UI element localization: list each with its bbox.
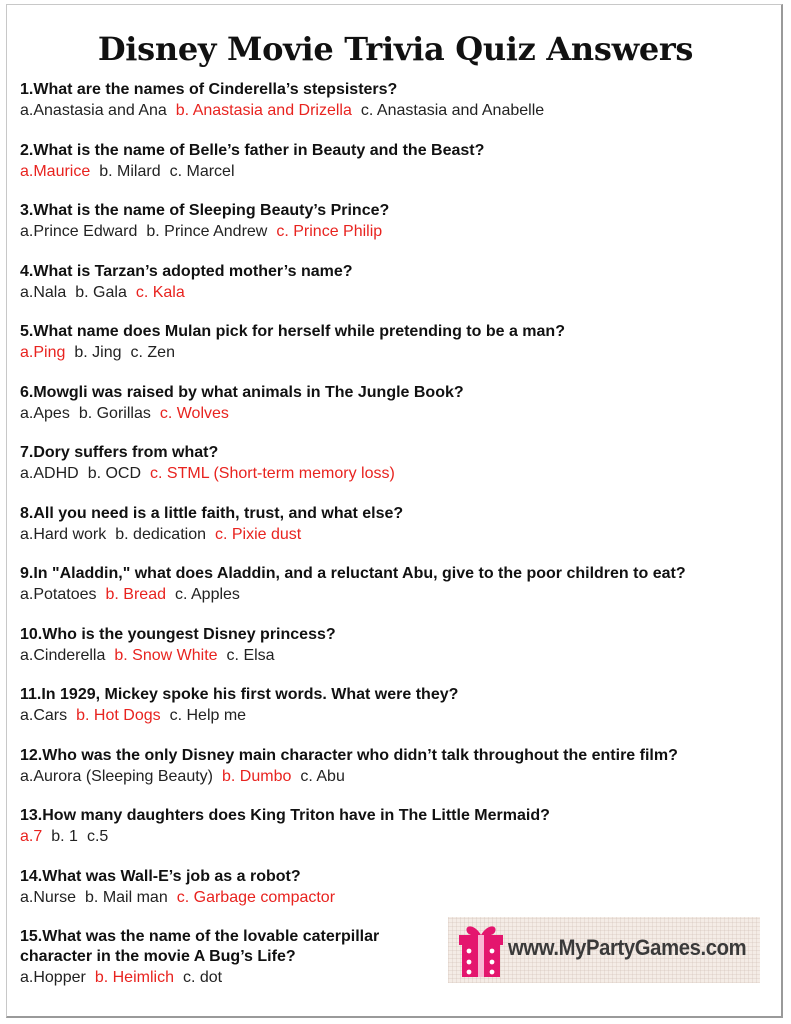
question-text: 6.Mowgli was raised by what animals in The Jungle Book? — [20, 384, 464, 401]
answer-option: a.Aurora (Sleeping Beauty) — [20, 768, 213, 785]
question-text: 4.What is Tarzan’s adopted mother’s name? — [20, 263, 353, 280]
correct-answer: a.7 — [20, 828, 43, 845]
answer-options — [20, 766, 780, 788]
answer-options — [20, 524, 780, 546]
question-block — [20, 141, 780, 183]
question-block — [20, 746, 780, 788]
answer-options — [20, 282, 780, 304]
question-block — [20, 564, 780, 606]
answer-options — [20, 463, 780, 485]
answer-option: b. Prince Andrew — [146, 223, 268, 240]
answer-option: a.Nala — [20, 284, 67, 301]
answer-option: a.Hopper — [20, 969, 86, 986]
correct-answer: a.Maurice — [20, 163, 91, 180]
answer-option: b. OCD — [87, 465, 142, 482]
answer-options — [20, 100, 780, 122]
answer-option: a.Nurse — [20, 889, 77, 906]
answer-option: c. Abu — [300, 768, 345, 785]
question-text: 5.What name does Mulan pick for herself while pretending to be a man? — [20, 323, 565, 340]
answer-options — [20, 221, 780, 243]
answer-option: a.Hard work — [20, 526, 107, 543]
correct-answer: b. Snow White — [114, 647, 218, 664]
question-text: 13.How many daughters does King Triton have in The Little Mermaid? — [20, 807, 550, 824]
answer-options — [20, 645, 780, 667]
question-text: 3.What is the name of Sleeping Beauty’s Prince? — [20, 202, 390, 219]
question-block — [20, 322, 780, 364]
answer-options — [20, 705, 780, 727]
correct-answer: b. Bread — [105, 586, 166, 603]
gift-icon — [456, 921, 506, 979]
answer-option: b. 1 — [51, 828, 78, 845]
question-block — [20, 201, 780, 243]
question-text: 8.All you need is a little faith, trust, and what else? — [20, 505, 404, 522]
answer-option: b. Gala — [75, 284, 127, 301]
answer-option: a.Apes — [20, 405, 70, 422]
answer-option: a.Anastasia and Ana — [20, 102, 167, 119]
question-block — [20, 443, 780, 485]
question-block — [20, 80, 780, 122]
answer-option: c. Apples — [174, 586, 240, 603]
question-block — [20, 806, 780, 848]
correct-answer: a.Ping — [20, 344, 66, 361]
answer-options — [20, 403, 780, 425]
question-text: 1.What are the names of Cinderella’s stepsisters? — [20, 81, 398, 98]
question-text: 12.Who was the only Disney main character who didn’t talk throughout the entire film? — [20, 747, 678, 764]
question-text: 14.What was Wall-E’s job as a robot? — [20, 868, 301, 885]
correct-answer: c. Prince Philip — [276, 223, 383, 240]
answer-option: a.ADHD — [20, 465, 79, 482]
correct-answer: c. Garbage compactor — [176, 889, 336, 906]
correct-answer: c. Pixie dust — [214, 526, 302, 543]
question-text: 11.In 1929, Mickey spoke his first words. What were they? — [20, 686, 459, 703]
correct-answer: c. Kala — [135, 284, 185, 301]
answer-option: b. Jing — [74, 344, 122, 361]
answer-option: b. Milard — [99, 163, 161, 180]
correct-answer: b. Dumbo — [222, 768, 292, 785]
website-banner — [448, 917, 760, 983]
answer-option: a.Cinderella — [20, 647, 106, 664]
correct-answer: b. Hot Dogs — [76, 707, 161, 724]
answer-options — [20, 161, 780, 183]
question-block — [20, 685, 780, 727]
correct-answer: b. Anastasia and Drizella — [175, 102, 352, 119]
correct-answer: b. Heimlich — [94, 969, 174, 986]
question-block — [20, 625, 780, 667]
answer-options — [20, 887, 780, 909]
answer-option: c. Anastasia and Anabelle — [360, 102, 545, 119]
page-title: Disney Movie Trivia Quiz Answers — [97, 30, 694, 68]
answer-option: a.Prince Edward — [20, 223, 138, 240]
correct-answer: c. Wolves — [159, 405, 229, 422]
answer-option: a.Cars — [20, 707, 68, 724]
question-text: 2.What is the name of Belle’s father in Beauty and the Beast? — [20, 142, 485, 159]
answer-options — [20, 584, 780, 606]
answer-option: c. Zen — [130, 344, 175, 361]
question-block — [20, 262, 780, 304]
answer-option: c.5 — [86, 828, 109, 845]
question-text: 10.Who is the youngest Disney princess? — [20, 626, 336, 643]
question-block — [20, 867, 780, 909]
question-text: 15.What was the name of the lovable caterpillar character in the movie A Bug’s Life? — [20, 928, 380, 965]
question-block — [20, 504, 780, 546]
question-block — [20, 383, 780, 425]
answer-option: b. Gorillas — [78, 405, 151, 422]
answer-option: c. Help me — [169, 707, 247, 724]
answer-option: b. dedication — [115, 526, 206, 543]
answer-options — [20, 342, 780, 364]
question-text: 9.In "Aladdin," what does Aladdin, and a reluctant Abu, give to the poor children to eat? — [20, 565, 686, 582]
question-text: 7.Dory suffers from what? — [20, 444, 219, 461]
answer-option: b. Mail man — [85, 889, 168, 906]
website-url: www.MyPartyGames.com — [508, 935, 747, 960]
answer-option: c. dot — [182, 969, 223, 986]
answer-options — [20, 826, 780, 848]
correct-answer: c. STML (Short-term memory loss) — [150, 465, 395, 482]
answer-option: c. Elsa — [226, 647, 275, 664]
answer-option: c. Marcel — [169, 163, 235, 180]
answer-option: a.Potatoes — [20, 586, 97, 603]
